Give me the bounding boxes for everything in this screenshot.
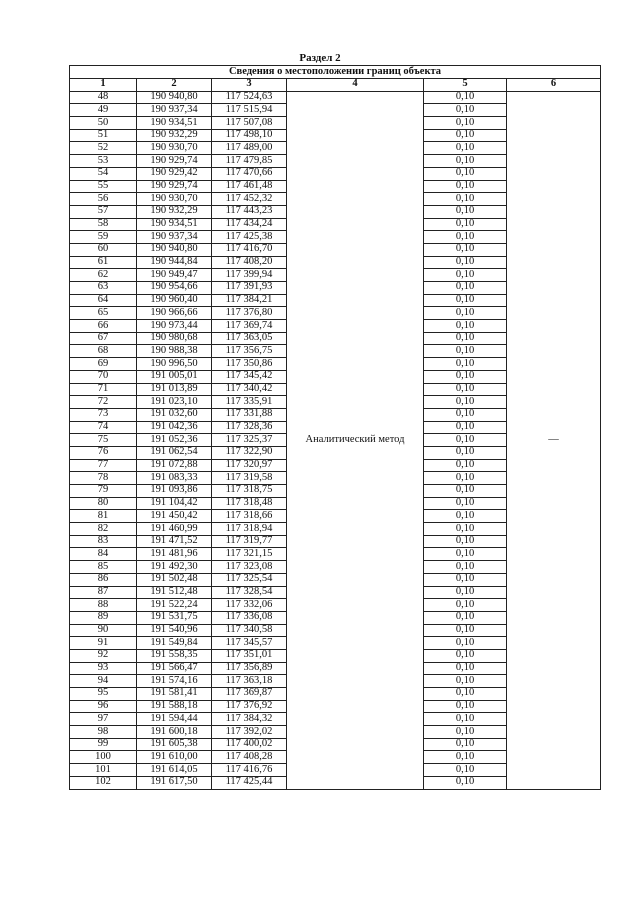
point-number-cell: 49 [70,104,137,117]
x-coordinate-cell: 191 617,50 [137,776,212,789]
point-number-cell: 70 [70,370,137,383]
accuracy-cell: 0,10 [424,294,507,307]
y-coordinate-cell: 117 461,48 [212,180,287,193]
x-coordinate-cell: 191 588,18 [137,700,212,713]
accuracy-cell: 0,10 [424,155,507,168]
y-coordinate-cell: 117 351,01 [212,649,287,662]
accuracy-cell: 0,10 [424,776,507,789]
y-coordinate-cell: 117 350,86 [212,358,287,371]
accuracy-cell: 0,10 [424,485,507,498]
y-coordinate-cell: 117 318,94 [212,523,287,536]
point-number-cell: 57 [70,205,137,218]
point-number-cell: 80 [70,497,137,510]
point-number-cell: 55 [70,180,137,193]
column-header: 1 [70,79,137,92]
section-title: Раздел 2 [299,52,341,64]
x-coordinate-cell: 190 934,51 [137,218,212,231]
point-number-cell: 64 [70,294,137,307]
point-number-cell: 97 [70,713,137,726]
column-header: 5 [424,79,507,92]
accuracy-cell: 0,10 [424,243,507,256]
x-coordinate-cell: 191 522,24 [137,599,212,612]
column-header: 3 [212,79,287,92]
y-coordinate-cell: 117 392,02 [212,726,287,739]
point-number-cell: 54 [70,167,137,180]
y-coordinate-cell: 117 507,08 [212,117,287,130]
y-coordinate-cell: 117 320,97 [212,459,287,472]
point-number-cell: 69 [70,358,137,371]
y-coordinate-cell: 117 369,74 [212,320,287,333]
accuracy-cell: 0,10 [424,497,507,510]
accuracy-cell: 0,10 [424,142,507,155]
x-coordinate-cell: 190 988,38 [137,345,212,358]
x-coordinate-cell: 190 937,34 [137,231,212,244]
x-coordinate-cell: 191 083,33 [137,472,212,485]
x-coordinate-cell: 191 032,60 [137,408,212,421]
point-number-cell: 94 [70,675,137,688]
accuracy-cell: 0,10 [424,282,507,295]
y-coordinate-cell: 117 384,32 [212,713,287,726]
accuracy-cell: 0,10 [424,586,507,599]
point-number-cell: 84 [70,548,137,561]
point-number-cell: 73 [70,408,137,421]
y-coordinate-cell: 117 336,08 [212,611,287,624]
x-coordinate-cell: 190 966,66 [137,307,212,320]
accuracy-cell: 0,10 [424,535,507,548]
y-coordinate-cell: 117 515,94 [212,104,287,117]
accuracy-cell: 0,10 [424,421,507,434]
x-coordinate-cell: 190 930,70 [137,193,212,206]
accuracy-cell: 0,10 [424,104,507,117]
y-coordinate-cell: 117 425,44 [212,776,287,789]
point-number-cell: 74 [70,421,137,434]
x-coordinate-cell: 191 605,38 [137,738,212,751]
y-coordinate-cell: 117 345,57 [212,637,287,650]
y-coordinate-cell: 117 322,90 [212,446,287,459]
point-number-cell: 77 [70,459,137,472]
accuracy-cell: 0,10 [424,561,507,574]
accuracy-cell: 0,10 [424,751,507,764]
y-coordinate-cell: 117 363,18 [212,675,287,688]
y-coordinate-cell: 117 470,66 [212,167,287,180]
y-coordinate-cell: 117 318,66 [212,510,287,523]
point-number-cell: 53 [70,155,137,168]
table-row [70,91,601,104]
y-coordinate-cell: 117 416,70 [212,243,287,256]
accuracy-cell: 0,10 [424,523,507,536]
point-number-cell: 82 [70,523,137,536]
accuracy-cell: 0,10 [424,472,507,485]
x-coordinate-cell: 191 005,01 [137,370,212,383]
point-number-cell: 76 [70,446,137,459]
accuracy-cell: 0,10 [424,218,507,231]
x-coordinate-cell: 190 932,29 [137,205,212,218]
y-coordinate-cell: 117 376,80 [212,307,287,320]
accuracy-cell: 0,10 [424,675,507,688]
point-number-cell: 60 [70,243,137,256]
accuracy-cell: 0,10 [424,764,507,777]
y-coordinate-cell: 117 328,36 [212,421,287,434]
accuracy-cell: 0,10 [424,167,507,180]
point-number-cell: 96 [70,700,137,713]
accuracy-cell: 0,10 [424,510,507,523]
accuracy-cell: 0,10 [424,269,507,282]
x-coordinate-cell: 191 481,96 [137,548,212,561]
x-coordinate-cell: 191 581,41 [137,688,212,701]
accuracy-cell: 0,10 [424,434,507,447]
point-number-cell: 67 [70,332,137,345]
x-coordinate-cell: 191 566,47 [137,662,212,675]
accuracy-cell: 0,10 [424,738,507,751]
point-number-cell: 58 [70,218,137,231]
x-coordinate-cell: 191 042,36 [137,421,212,434]
y-coordinate-cell: 117 400,02 [212,738,287,751]
x-coordinate-cell: 190 960,40 [137,294,212,307]
accuracy-cell: 0,10 [424,205,507,218]
x-coordinate-cell: 191 492,30 [137,561,212,574]
point-number-cell: 81 [70,510,137,523]
accuracy-cell: 0,10 [424,624,507,637]
x-coordinate-cell: 191 062,54 [137,446,212,459]
x-coordinate-cell: 190 930,70 [137,142,212,155]
x-coordinate-cell: 191 600,18 [137,726,212,739]
point-number-cell: 87 [70,586,137,599]
point-number-cell: 52 [70,142,137,155]
description-cell: — [507,91,601,789]
table-caption: Сведения о местоположении границ объекта [70,66,601,79]
x-coordinate-cell: 191 052,36 [137,434,212,447]
y-coordinate-cell: 117 434,24 [212,218,287,231]
accuracy-cell: 0,10 [424,231,507,244]
point-number-cell: 61 [70,256,137,269]
x-coordinate-cell: 191 558,35 [137,649,212,662]
point-number-cell: 91 [70,637,137,650]
point-number-cell: 79 [70,485,137,498]
x-coordinate-cell: 190 940,80 [137,91,212,104]
x-coordinate-cell: 190 996,50 [137,358,212,371]
y-coordinate-cell: 117 356,75 [212,345,287,358]
x-coordinate-cell: 191 574,16 [137,675,212,688]
accuracy-cell: 0,10 [424,573,507,586]
point-number-cell: 51 [70,129,137,142]
point-number-cell: 88 [70,599,137,612]
point-number-cell: 86 [70,573,137,586]
x-coordinate-cell: 191 460,99 [137,523,212,536]
y-coordinate-cell: 117 524,63 [212,91,287,104]
x-coordinate-cell: 191 450,42 [137,510,212,523]
x-coordinate-cell: 191 540,96 [137,624,212,637]
x-coordinate-cell: 190 940,80 [137,243,212,256]
y-coordinate-cell: 117 416,76 [212,764,287,777]
point-number-cell: 85 [70,561,137,574]
point-number-cell: 65 [70,307,137,320]
x-coordinate-cell: 190 929,74 [137,180,212,193]
point-number-cell: 92 [70,649,137,662]
accuracy-cell: 0,10 [424,408,507,421]
y-coordinate-cell: 117 376,92 [212,700,287,713]
column-header: 6 [507,79,601,92]
x-coordinate-cell: 190 937,34 [137,104,212,117]
accuracy-cell: 0,10 [424,726,507,739]
x-coordinate-cell: 191 594,44 [137,713,212,726]
y-coordinate-cell: 117 340,58 [212,624,287,637]
x-coordinate-cell: 190 973,44 [137,320,212,333]
x-coordinate-cell: 190 949,47 [137,269,212,282]
x-coordinate-cell: 190 932,29 [137,129,212,142]
accuracy-cell: 0,10 [424,358,507,371]
y-coordinate-cell: 117 408,28 [212,751,287,764]
accuracy-cell: 0,10 [424,396,507,409]
accuracy-cell: 0,10 [424,662,507,675]
point-number-cell: 99 [70,738,137,751]
y-coordinate-cell: 117 391,93 [212,282,287,295]
point-number-cell: 56 [70,193,137,206]
y-coordinate-cell: 117 345,42 [212,370,287,383]
y-coordinate-cell: 117 369,87 [212,688,287,701]
y-coordinate-cell: 117 325,54 [212,573,287,586]
accuracy-cell: 0,10 [424,332,507,345]
x-coordinate-cell: 190 980,68 [137,332,212,345]
y-coordinate-cell: 117 498,10 [212,129,287,142]
accuracy-cell: 0,10 [424,637,507,650]
accuracy-cell: 0,10 [424,599,507,612]
point-number-cell: 63 [70,282,137,295]
x-coordinate-cell: 190 954,66 [137,282,212,295]
accuracy-cell: 0,10 [424,459,507,472]
x-coordinate-cell: 191 502,48 [137,573,212,586]
y-coordinate-cell: 117 399,94 [212,269,287,282]
accuracy-cell: 0,10 [424,649,507,662]
x-coordinate-cell: 190 929,74 [137,155,212,168]
x-coordinate-cell: 191 614,05 [137,764,212,777]
point-number-cell: 66 [70,320,137,333]
x-coordinate-cell: 190 934,51 [137,117,212,130]
point-number-cell: 78 [70,472,137,485]
point-number-cell: 72 [70,396,137,409]
x-coordinate-cell: 191 512,48 [137,586,212,599]
point-number-cell: 101 [70,764,137,777]
y-coordinate-cell: 117 356,89 [212,662,287,675]
y-coordinate-cell: 117 332,06 [212,599,287,612]
accuracy-cell: 0,10 [424,256,507,269]
y-coordinate-cell: 117 318,48 [212,497,287,510]
accuracy-cell: 0,10 [424,548,507,561]
point-number-cell: 48 [70,91,137,104]
accuracy-cell: 0,10 [424,345,507,358]
y-coordinate-cell: 117 479,85 [212,155,287,168]
accuracy-cell: 0,10 [424,700,507,713]
y-coordinate-cell: 117 384,21 [212,294,287,307]
accuracy-cell: 0,10 [424,383,507,396]
point-number-cell: 98 [70,726,137,739]
point-number-cell: 71 [70,383,137,396]
point-number-cell: 102 [70,776,137,789]
accuracy-cell: 0,10 [424,307,507,320]
column-header: 4 [287,79,424,92]
accuracy-cell: 0,10 [424,370,507,383]
point-number-cell: 75 [70,434,137,447]
y-coordinate-cell: 117 318,75 [212,485,287,498]
table-body [70,91,601,789]
y-coordinate-cell: 117 425,38 [212,231,287,244]
y-coordinate-cell: 117 331,88 [212,408,287,421]
accuracy-cell: 0,10 [424,117,507,130]
y-coordinate-cell: 117 323,08 [212,561,287,574]
accuracy-cell: 0,10 [424,180,507,193]
y-coordinate-cell: 117 319,77 [212,535,287,548]
x-coordinate-cell: 190 929,42 [137,167,212,180]
point-number-cell: 93 [70,662,137,675]
point-number-cell: 83 [70,535,137,548]
accuracy-cell: 0,10 [424,91,507,104]
x-coordinate-cell: 190 944,84 [137,256,212,269]
y-coordinate-cell: 117 340,42 [212,383,287,396]
x-coordinate-cell: 191 531,75 [137,611,212,624]
y-coordinate-cell: 117 443,23 [212,205,287,218]
column-header: 2 [137,79,212,92]
y-coordinate-cell: 117 363,05 [212,332,287,345]
y-coordinate-cell: 117 489,00 [212,142,287,155]
accuracy-cell: 0,10 [424,611,507,624]
y-coordinate-cell: 117 321,15 [212,548,287,561]
column-header-row [70,79,601,92]
x-coordinate-cell: 191 610,00 [137,751,212,764]
accuracy-cell: 0,10 [424,129,507,142]
x-coordinate-cell: 191 023,10 [137,396,212,409]
point-number-cell: 100 [70,751,137,764]
x-coordinate-cell: 191 013,89 [137,383,212,396]
accuracy-cell: 0,10 [424,320,507,333]
point-number-cell: 68 [70,345,137,358]
point-number-cell: 90 [70,624,137,637]
x-coordinate-cell: 191 549,84 [137,637,212,650]
accuracy-cell: 0,10 [424,446,507,459]
accuracy-cell: 0,10 [424,688,507,701]
x-coordinate-cell: 191 072,88 [137,459,212,472]
y-coordinate-cell: 117 325,37 [212,434,287,447]
point-number-cell: 50 [70,117,137,130]
y-coordinate-cell: 117 452,32 [212,193,287,206]
accuracy-cell: 0,10 [424,193,507,206]
y-coordinate-cell: 117 408,20 [212,256,287,269]
point-number-cell: 89 [70,611,137,624]
method-cell: Аналитический метод [287,91,424,789]
point-number-cell: 62 [70,269,137,282]
boundary-coordinates-table [69,65,601,790]
point-number-cell: 59 [70,231,137,244]
accuracy-cell: 0,10 [424,713,507,726]
y-coordinate-cell: 117 335,91 [212,396,287,409]
x-coordinate-cell: 191 471,52 [137,535,212,548]
x-coordinate-cell: 191 104,42 [137,497,212,510]
y-coordinate-cell: 117 328,54 [212,586,287,599]
point-number-cell: 95 [70,688,137,701]
x-coordinate-cell: 191 093,86 [137,485,212,498]
y-coordinate-cell: 117 319,58 [212,472,287,485]
